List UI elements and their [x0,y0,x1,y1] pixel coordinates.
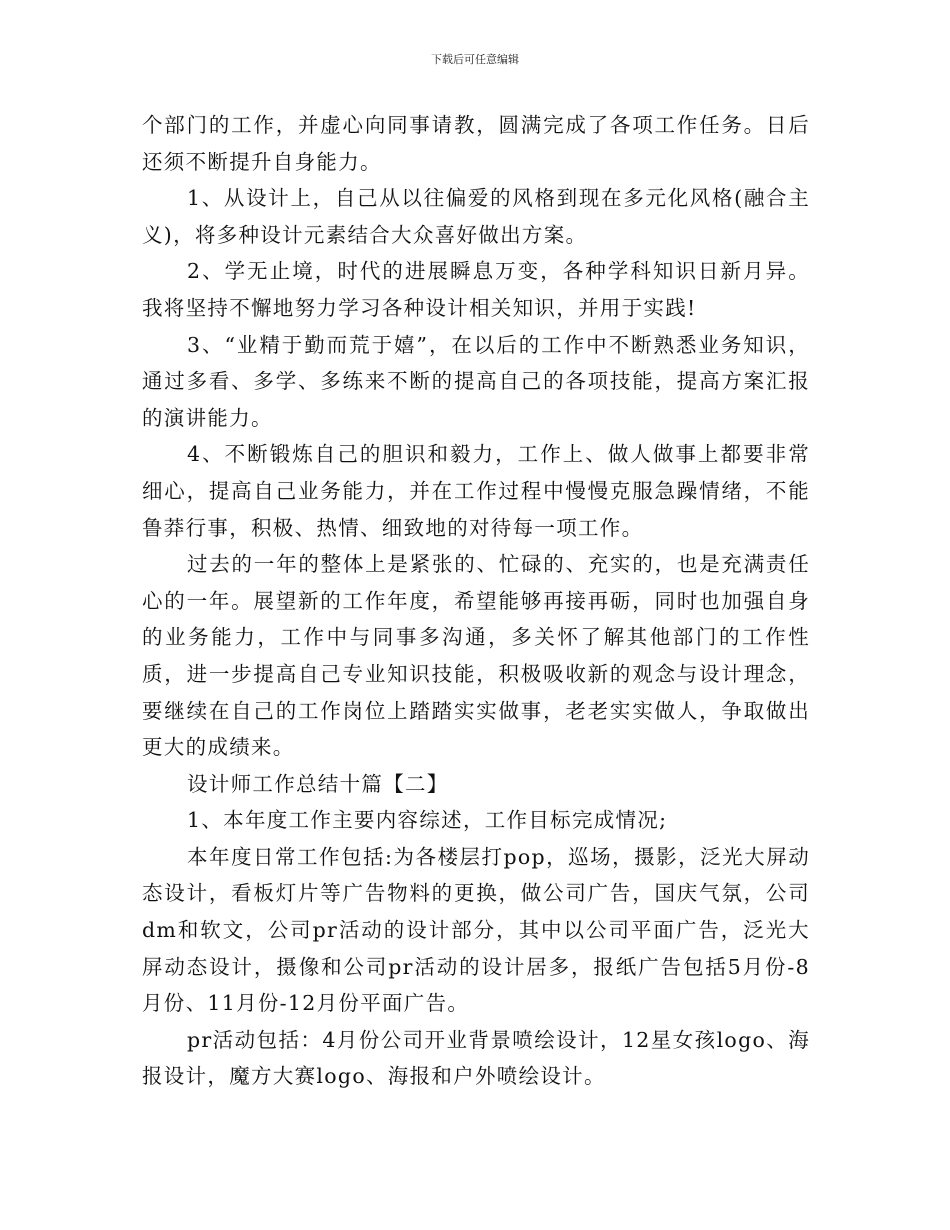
paragraph-continuation: 个部门的工作，并虚心向同事请教，圆满完成了各项工作任务。日后还须不断提升自身能力。 [142,113,810,174]
paragraph-pr-activities: pr活动包括：4月份公司开业背景喷绘设计，12星女孩logo、海报设计，魔方大赛logo、海报和户外喷绘设计。 [142,1027,810,1089]
paragraph-section-1: 1、本年度工作主要内容综述，工作目标完成情况; [187,808,668,833]
paragraph-daily-work: 本年度日常工作包括:为各楼层打pop，巡场，摄影，泛光大屏动态设计，看板灯片等广告物料的更换，做公司广告，国庆气氛，公司dm和软文，公司pr活动的设计部分，其中以公司平面广告，泛光大屏动态设计，摄像和公司pr活动的设计居多，报纸广告包括5月份-8月份、11月份-12月份平面广告。 [142,844,810,1016]
paragraph-item-4: 4、不断锻炼自己的胆识和毅力，工作上、做人做事上都要非常细心，提高自己业务能力，并在工作过程中慢慢克服急躁情绪，不能鲁莽行事，积极、热情、细致地的对待每一项工作。 [142,442,810,540]
paragraph-item-2: 2、学无止境，时代的进展瞬息万变，各种学科知识日新月异。我将坚持不懈地努力学习各种设计相关知识，并用于实践! [142,259,810,320]
paragraph-item-3: 3、“业精于勤而荒于嬉”，在以后的工作中不断熟悉业务知识，通过多看、多学、多练来不断的提高自己的各项技能，提高方案汇报的演讲能力。 [142,332,810,430]
paragraph-item-1: 1、从设计上，自己从以往偏爱的风格到现在多元化风格(融合主义)，将多种设计元素结合大众喜好做出方案。 [142,186,810,247]
page-header: 下载后可任意编辑 [431,53,519,66]
document-body [142,107,810,1095]
section-heading: 设计师工作总结十篇【二】 [187,771,449,796]
paragraph-summary: 过去的一年的整体上是紧张的、忙碌的、充实的，也是充满责任心的一年。展望新的工作年度，希望能够再接再砺，同时也加强自身的业务能力，工作中与同事多沟通，多关怀了解其他部门的工作性质，进一步提高自己专业知识技能，积极吸收新的观念与设计理念，要继续在自己的工作岗位上踏踏实实做事，老老实实做人，争取做出更大的成绩来。 [142,552,810,760]
